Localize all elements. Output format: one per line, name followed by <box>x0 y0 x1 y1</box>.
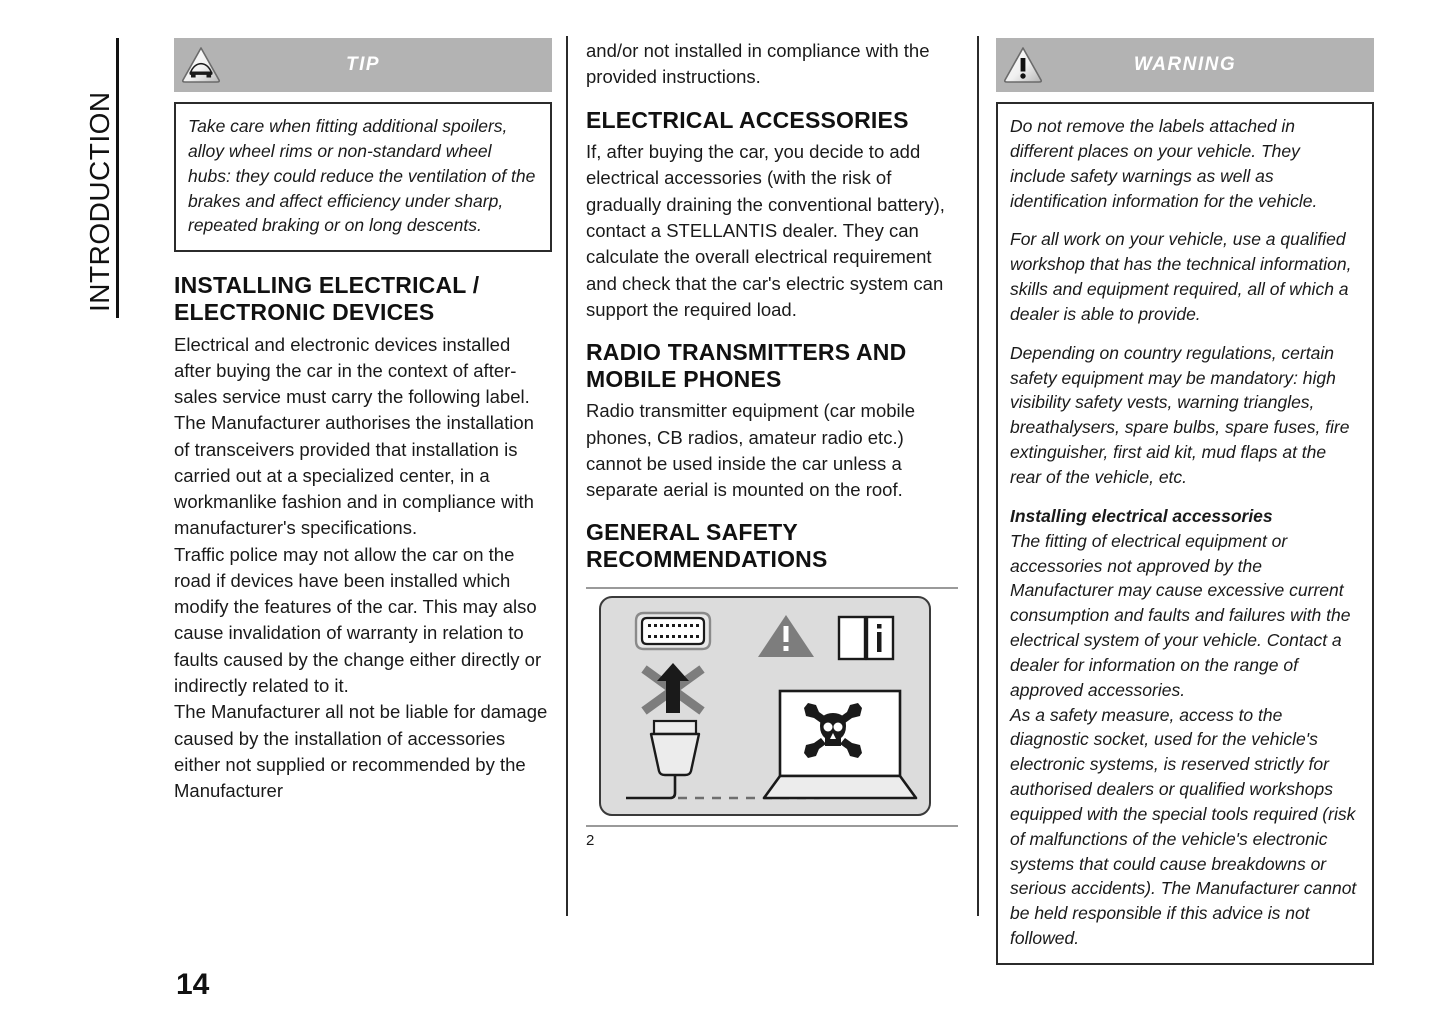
middle-column <box>586 38 958 849</box>
tip-callout-body <box>174 102 552 252</box>
tip-callout-title: TIP <box>345 54 381 75</box>
heading-general-safety: GENERAL SAFETY RECOMMENDATIONS <box>586 519 828 573</box>
warning-paragraph-5: As a safety measure, access to the diagnostic socket, used for the vehicle's electronic systems, is reserved strictly for authorised dealers or qualified workshops equipped with the special tools required (risk of malfunctions of the vehicle's electronic systems that could cause breakdowns or serious accidents). The Manufacturer cannot be held responsible if this advice is not followed. <box>1010 704 1357 949</box>
page-number: 14 <box>176 968 210 1001</box>
obd-plug-icon <box>651 721 699 775</box>
heading-installing-electrical-devices: INSTALLING ELECTRICAL / ELECTRONIC DEVICES <box>174 272 480 325</box>
heading-electrical-accessories: ELECTRICAL ACCESSORIES <box>586 106 909 133</box>
middle-paragraph-2: Radio transmitter equipment (car mobile phones, CB radios, amateur radio etc.) cannot be used inside the car unless a separate aerial is mounted on the roof. <box>586 400 916 501</box>
warning-paragraph-1: Do not remove the labels attached in different places on your vehicle. They include safety warnings as well as identification information for the vehicle. <box>1010 116 1318 211</box>
safety-label-figure <box>586 587 958 849</box>
section-tab <box>78 38 122 318</box>
middle-continuation-text: and/or not installed in compliance with the provided instructions. <box>586 40 930 88</box>
obd-socket-icon <box>636 613 710 649</box>
middle-paragraph-1: If, after buying the car, you decide to add electrical accessories (with the risk of gradually draining the conventional battery), contact a STELLANTIS dealer. They can calculate the overall electrical requirement and check that the car's electric system can support the required load. <box>586 141 945 320</box>
warning-callout-body <box>996 102 1374 965</box>
open-book-info-icon <box>839 617 893 659</box>
laptop-skull-icon <box>764 691 916 798</box>
section-tab-rule <box>116 38 119 318</box>
column-divider-left <box>566 36 568 916</box>
car-in-triangle-icon <box>174 38 228 92</box>
heading-radio-transmitters: RADIO TRANSMITTERS AND MOBILE PHONES <box>586 339 907 392</box>
tip-callout <box>174 38 552 252</box>
section-tab-label: INTRODUCTION <box>84 91 115 312</box>
figure-canvas <box>586 589 958 825</box>
warning-sub-heading: Installing electrical accessories <box>1010 505 1273 526</box>
left-column <box>174 38 552 804</box>
warning-paragraph-3: Depending on country regulations, certain safety equipment may be mandatory: high visibility safety vests, warning triangles, breathalysers, spare bulbs, spare fuses, fire extinguisher, first aid kit, mud flaps at the rear of the vehicle, etc. <box>1010 342 1350 487</box>
warning-paragraph-2: For all work on your vehicle, use a qualified workshop that has the technical information, skills and equipment required, all of which a dealer is able to provide. <box>1010 229 1352 324</box>
figure-caption: 2 <box>586 831 595 849</box>
warning-callout-header <box>996 38 1374 92</box>
column-divider-right <box>977 36 979 916</box>
exclamation-triangle-icon <box>996 38 1050 92</box>
right-column <box>996 38 1374 965</box>
left-paragraph-3: The Manufacturer all not be liable for damage caused by the installation of accessories either not supplied or recommended by the Manufacturer <box>174 701 548 802</box>
figure-rule-bottom <box>586 825 958 827</box>
warning-paragraph-4: The fitting of electrical equipment or accessories not approved by the Manufacturer may cause excessive current consumption and faults and failures with the electrical system of your vehicle. Contact a dealer for information on the range of approved accessories. <box>1010 530 1351 700</box>
tip-callout-text: Take care when fitting additional spoilers, alloy wheel rims or non-standard wheel hubs: they could reduce the ventilation of the brakes and affect efficiency under sharp, repeated braking or on long descents. <box>188 116 536 236</box>
warning-callout-title: WARNING <box>1133 54 1237 75</box>
warning-callout <box>996 38 1374 965</box>
tip-callout-header <box>174 38 552 92</box>
left-paragraph-1: Electrical and electronic devices installed after buying the car in the context of after-sales service must carry the following label. The Manufacturer authorises the installation of transceivers provided that installation is carried out at a specialized center, in a workmanlike fashion and in compliance with manufacturer's specifications. <box>174 333 534 539</box>
left-paragraph-2: Traffic police may not allow the car on the road if devices have been installed which modify the features of the car. This may also cause invalidation of warranty in relation to faults caused by the change either directly or indirectly related to it. <box>174 543 542 697</box>
